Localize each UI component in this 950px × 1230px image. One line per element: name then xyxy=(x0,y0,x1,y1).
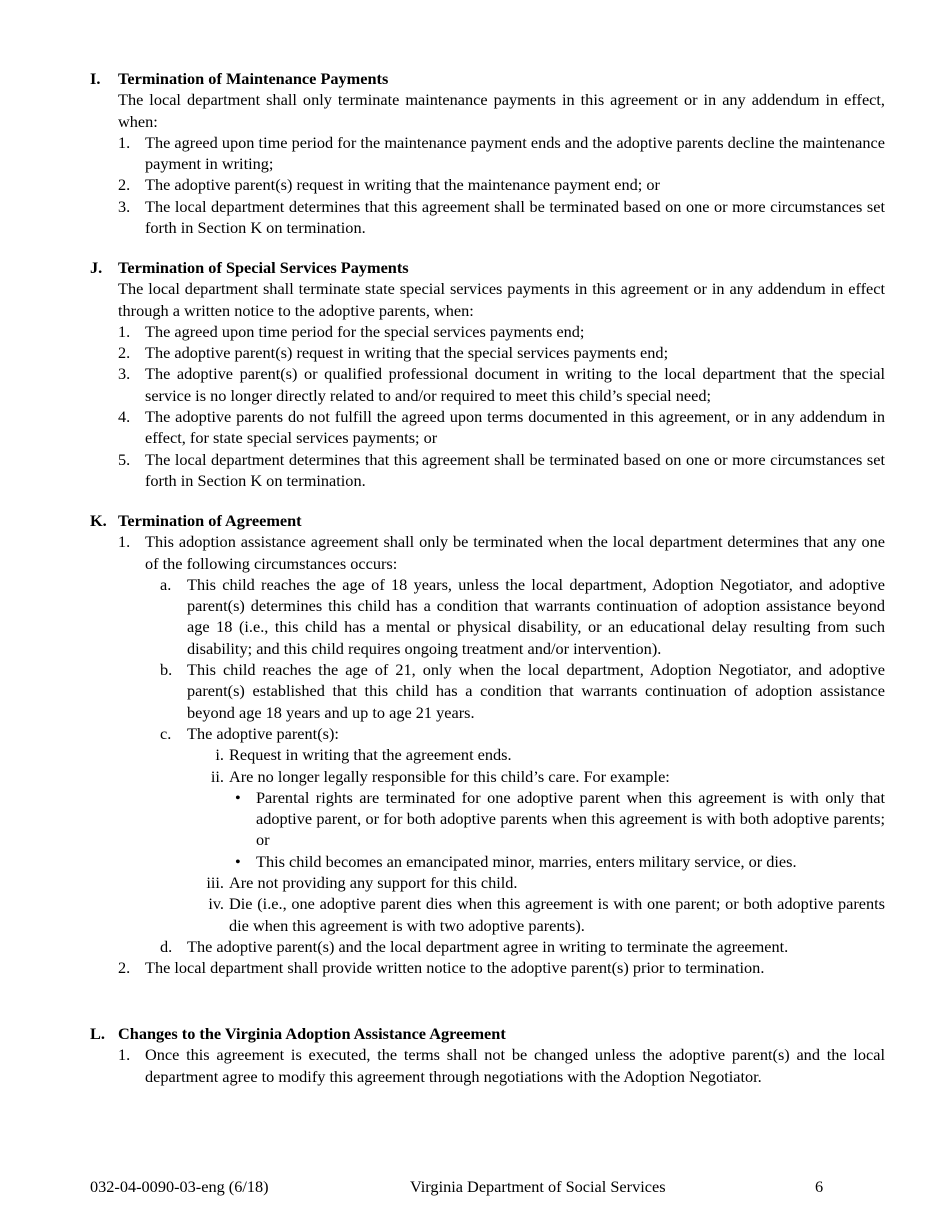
list-marker: 3. xyxy=(118,196,131,216)
list-item xyxy=(202,744,885,765)
list-text: The adoptive parent(s) request in writing that the special services payments end; xyxy=(145,343,669,363)
section-title: Termination of Special Services Payments xyxy=(118,258,409,277)
list-text: The agreed upon time period for the special services payments end; xyxy=(145,321,585,341)
section-heading xyxy=(90,257,885,278)
list-text: The local department determines that this agreement shall be terminated based on one or more circumstances set forth in Section K on termination. xyxy=(145,196,885,238)
list-marker: 2. xyxy=(118,343,131,363)
section-title: Termination of Agreement xyxy=(118,511,302,530)
list-item xyxy=(202,766,885,787)
list-marker: a. xyxy=(160,574,172,594)
list-text: Request in writing that the agreement ends. xyxy=(229,745,512,765)
list-marker: 5. xyxy=(118,449,131,469)
list-text: The agreed upon time period for the maintenance payment ends and the adoptive parents decline the maintenance payment in writing; xyxy=(145,132,885,174)
list-item xyxy=(202,893,885,936)
section-intro: The local department shall only terminate maintenance payments in this agreement or in any addendum in effect, when: xyxy=(118,90,885,131)
section-letter: L. xyxy=(90,1024,105,1043)
list-text: Parental rights are terminated for one adoptive parent when this agreement is with only that adoptive parent, or for both adoptive parents when this agreement is with both adoptive parents; or xyxy=(256,787,885,850)
list-text: The local department determines that this agreement shall be terminated based on one or more circumstances set forth in Section K on termination. xyxy=(145,449,885,490)
list-marker: 4. xyxy=(118,407,131,427)
list-text: This child reaches the age of 21, only when the local department, Adoption Negotiator, and adoptive parent(s) established that this child has a condition that warrants continuation of adoption assistance beyond age 18 years and up to age 21 years. xyxy=(187,660,885,722)
section-letter: I. xyxy=(90,69,101,88)
section-j xyxy=(90,257,885,491)
list-item xyxy=(160,659,885,723)
footer-agency: Virginia Department of Social Services xyxy=(410,1177,666,1196)
list-text: The adoptive parent(s): xyxy=(187,723,339,743)
list-marker: 2. xyxy=(118,175,131,195)
footer-page-number: 6 xyxy=(815,1177,824,1196)
section-l xyxy=(90,1023,885,1087)
bullet-icon: • xyxy=(235,851,241,871)
list-text: The adoptive parent(s) or qualified professional document in writing to the local department that the special service is no longer directly related to and/or required to meet this child’s special need; xyxy=(145,364,885,405)
section-letter: J. xyxy=(90,258,103,277)
section-heading xyxy=(90,1023,885,1044)
list-marker: 1. xyxy=(118,132,131,152)
list-item xyxy=(160,723,885,744)
list-item xyxy=(118,531,885,574)
list-text: Once this agreement is executed, the terms shall not be changed unless the adoptive parent(s) and the local department agree to modify this agreement through negotiations with the Adoption Negotiator. xyxy=(145,1045,885,1086)
list-text: This adoption assistance agreement shall only be terminated when the local department determines that any one of the following circumstances occurs: xyxy=(145,532,885,573)
list-item xyxy=(118,342,885,363)
list-text: The adoptive parents do not fulfill the agreed upon terms documented in this agreement, or in any addendum in effect, for state special services payments; or xyxy=(145,407,885,448)
list-text: Are no longer legally responsible for this child’s care. For example: xyxy=(229,766,670,786)
list-text: Die (i.e., one adoptive parent dies when this agreement is with one parent; or both adoptive parents die when this agreement is with two adoptive parents). xyxy=(229,894,885,935)
section-intro: The local department shall terminate state special services payments in this agreement or in any addendum in effect through a written notice to the adoptive parents, when: xyxy=(118,279,885,320)
section-title: Changes to the Virginia Adoption Assistance Agreement xyxy=(118,1024,506,1043)
list-item xyxy=(118,321,885,342)
footer-form-number: 032-04-0090-03-eng (6/18) xyxy=(90,1177,269,1196)
list-marker: 3. xyxy=(118,364,131,384)
section-title: Termination of Maintenance Payments xyxy=(118,69,389,88)
section-i xyxy=(90,68,885,238)
list-marker: 1. xyxy=(118,321,131,341)
list-item xyxy=(118,406,885,449)
section-letter: K. xyxy=(90,511,107,530)
list-text: This child reaches the age of 18 years, unless the local department, Adoption Negotiator, and adoptive parent(s) determines this child has a condition that warrants continuation of adoption assistance beyond age 18 (i.e., this child has a mental or physical disability, or an educational delay resulting from such disability; and this child requires ongoing treatment and/or intervention). xyxy=(187,574,885,658)
list-item xyxy=(202,872,885,893)
list-marker: c. xyxy=(160,723,172,743)
list-marker: 1. xyxy=(118,1045,131,1065)
list-item xyxy=(118,1044,885,1087)
list-item xyxy=(118,196,885,239)
bullet-item xyxy=(230,787,885,851)
list-text: Are not providing any support for this child. xyxy=(229,873,518,893)
list-item xyxy=(118,174,885,195)
list-marker: d. xyxy=(160,936,173,956)
list-item xyxy=(160,936,885,957)
section-heading xyxy=(90,510,885,531)
list-marker: iii. xyxy=(206,873,224,893)
list-text: The adoptive parent(s) request in writing that the maintenance payment end; or xyxy=(145,175,660,195)
list-item xyxy=(118,363,885,406)
list-item xyxy=(118,449,885,492)
list-text: The adoptive parent(s) and the local department agree in writing to terminate the agreement. xyxy=(187,936,789,956)
list-item xyxy=(118,957,885,978)
section-k xyxy=(90,510,885,979)
bullet-icon: • xyxy=(235,787,241,807)
list-marker: ii. xyxy=(210,766,224,786)
list-item xyxy=(160,574,885,659)
list-marker: 1. xyxy=(118,532,131,552)
list-marker: iv. xyxy=(208,894,224,914)
list-marker: b. xyxy=(160,660,173,680)
bullet-item xyxy=(230,851,885,872)
section-heading xyxy=(90,68,885,89)
list-item xyxy=(118,132,885,175)
list-marker: 2. xyxy=(118,958,131,978)
list-text: The local department shall provide written notice to the adoptive parent(s) prior to termination. xyxy=(145,958,765,978)
list-text: This child becomes an emancipated minor, marries, enters military service, or dies. xyxy=(256,851,797,871)
list-marker: i. xyxy=(215,745,224,765)
